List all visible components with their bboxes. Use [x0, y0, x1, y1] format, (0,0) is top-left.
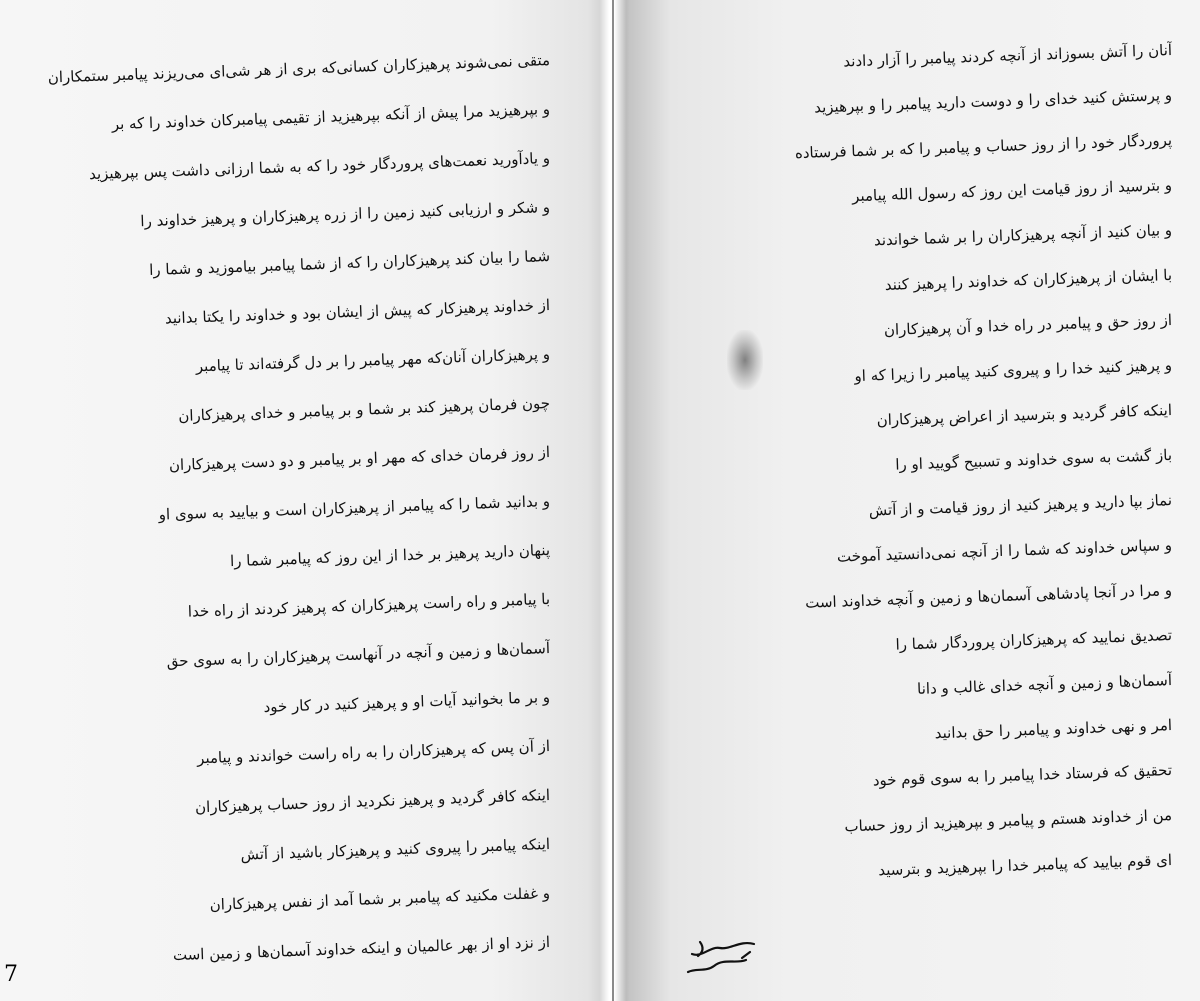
right-page-line: و پرهیز کنید خدا را و پیروی کنید پیامبر را زیرا که او: [854, 356, 1173, 386]
right-page-line: پروردگار خود را از روز حساب و پیامبر را که بر شما فرستاده: [794, 131, 1173, 163]
left-page-line: از آن پس که پرهیزکاران را به راه راست خواندند و پیامبر: [196, 737, 551, 768]
right-page-line: تحقیق که فرستاد خدا پیامبر را به سوی قوم خود: [872, 761, 1173, 790]
right-page-line: و بیان کنید از آنچه پرهیزکاران را بر شما خواندند: [873, 221, 1173, 250]
left-page-line: از نزد او از بهر عالمیان و اینکه خداوند آسمان‌ها و زمین است: [172, 933, 551, 965]
right-page-text: [720, 28, 1172, 883]
left-page-line: با پیامبر و راه راست پرهیزکاران که پرهیز کردند از راه خدا: [187, 590, 551, 621]
left-page-line: و یادآورید نعمت‌های پروردگار خود را که به شما ارزانی داشت پس بپرهیزید: [88, 149, 551, 184]
left-page-line: متقی نمی‌شوند پرهیزکاران کسانی‌که بری از هر شی‌ای می‌ریزند پیامبر ستمکاران: [47, 51, 551, 87]
left-page-line: و غفلت مکنید که پیامبر بر شما آمد از نفس پرهیزکاران: [209, 884, 551, 914]
ink-smudge: [727, 330, 763, 390]
page-number: 7: [4, 962, 18, 987]
left-page-line: و پرهیزکاران آنان‌که مهر پیامبر را بر دل گرفته‌اند تا پیامبر: [195, 345, 551, 376]
left-page-line: از روز فرمان خدای که مهر او بر پیامبر و دو دست پرهیزکاران: [168, 443, 551, 475]
right-page-line: من از خداوند هستم و پیامبر و بپرهیزید از روز حساب: [844, 806, 1173, 836]
right-page-line: آنان را آتش بسوزاند از آنچه کردند پیامبر را آزار دادند: [843, 41, 1173, 71]
left-page-line: پنهان دارید پرهیز بر خدا از این روز که پیامبر شما را: [229, 541, 551, 571]
left-page-line: آسمان‌ها و زمین و آنچه در آنهاست پرهیزکاران را به سوی حق: [166, 639, 551, 671]
right-page-line: از روز حق و پیامبر در راه خدا و آن پرهیزکاران: [883, 311, 1173, 340]
right-page-line: با ایشان از پرهیزکاران که خداوند را پرهیز کنند: [884, 266, 1173, 295]
right-page-line: و بترسید از روز قیامت این روز که رسول الله پیامبر: [851, 176, 1173, 206]
right-page-line: آسمان‌ها و زمین و آنچه خدای غالب و دانا: [916, 671, 1173, 698]
left-page-line: و بدانید شما را که پیامبر از پرهیزکاران است و بیایید به سوی او: [158, 492, 551, 524]
left-page-line: از خداوند پرهیزکار که پیش از ایشان بود و خداوند را یکتا بدانید: [164, 296, 551, 328]
right-page-line: نماز بپا دارید و پرهیز کنید از روز قیامت و از آتش: [868, 491, 1173, 520]
left-page-line: شما را بیان کند پرهیزکاران را که از شما پیامبر بیاموزید و شما را: [148, 247, 551, 279]
right-page-line: و پرستش کنید خدای را و دوست دارید پیامبر را و بپرهیزید: [813, 86, 1173, 117]
right-page-line: باز گشت به سوی خداوند و تسبیح گویید او را: [894, 446, 1173, 474]
right-page: [612, 0, 1200, 1001]
left-page-line: و بر ما بخوانید آیات او و پرهیز کنید در کار خود: [263, 688, 551, 716]
right-page-line: و مرا در آنجا پادشاهی آسمان‌ها و زمین و آنچه خداوند است: [804, 581, 1173, 612]
left-page-line: چون فرمان پرهیز کند بر شما و بر پیامبر و خدای پرهیزکاران: [177, 394, 551, 425]
right-page-line: ای قوم بیایید که پیامبر خدا را بپرهیزید و بترسید: [878, 851, 1173, 880]
right-page-line: اینکه کافر گردید و بترسید از اعراض پرهیزکاران: [876, 401, 1173, 430]
signature-mark: [680, 930, 760, 980]
left-page-line: و بپرهیزید مرا پیش از آنکه بپرهیزید از تقیمی پیامبرکان خداوند را که بر: [111, 100, 551, 134]
right-page-line: امر و نهی خداوند و پیامبر را حق بدانید: [934, 716, 1173, 743]
right-page-line: و سپاس خداوند که شما را از آنچه نمی‌دانستید آموخت: [836, 536, 1173, 566]
left-page-line: اینکه پیامبر را پیروی کنید و پرهیزکار باشید از آتش: [240, 835, 551, 864]
left-page-line: و شکر و ارزیابی کنید زمین را از زره پرهیزکاران و پرهیز خداوند را: [140, 198, 551, 231]
gutter-edge: [612, 0, 614, 1001]
left-page-text: [40, 36, 550, 967]
right-page-line: تصدیق نمایید که پرهیزکاران پروردگار شما را: [895, 626, 1173, 654]
left-page-line: اینکه کافر گردید و پرهیز نکردید از روز حساب پرهیزکاران: [194, 786, 551, 817]
